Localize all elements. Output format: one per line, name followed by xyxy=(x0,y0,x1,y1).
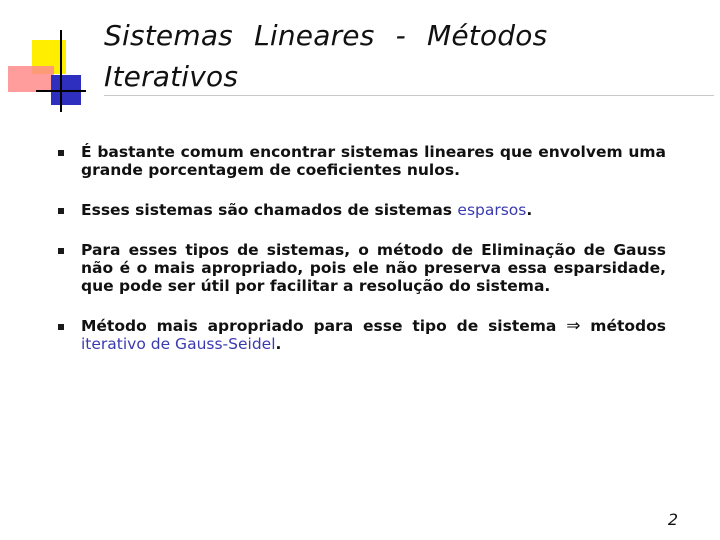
slide-title xyxy=(104,15,624,97)
bullet-item xyxy=(52,317,666,353)
slide-title-line-2: Iterativos xyxy=(104,60,239,93)
bullet-list xyxy=(52,143,666,353)
logo-horizontal-line xyxy=(36,90,86,92)
highlight-term-esparsos: esparsos xyxy=(457,201,527,219)
highlight-term-gauss-seidel: iterativo de Gauss-Seidel xyxy=(81,335,276,353)
square-bullet-icon xyxy=(58,150,64,156)
square-bullet-icon xyxy=(58,208,64,214)
slide-title-line-1: Sistemas Lineares - Métodos xyxy=(104,19,548,52)
bullet-text-before: Método mais apropriado para esse tipo de sistema xyxy=(81,317,567,335)
bullet-text: Para esses tipos de sistemas, o método de Eliminação de Gauss não é o mais apropriado, pois ele não preserva essa esparsidade, que pode ser útil por facilitar a resolução do sistema. xyxy=(81,241,666,295)
square-bullet-icon xyxy=(58,248,64,254)
title-divider xyxy=(104,95,714,96)
bullet-text xyxy=(81,201,666,219)
bullet-text-before: Esses sistemas são chamados de sistemas xyxy=(81,201,458,219)
implies-arrow-icon: ⇒ xyxy=(566,316,581,336)
bullet-text: É bastante comum encontrar sistemas lineares que envolvem uma grande porcentagem de coeficientes nulos. xyxy=(81,143,666,179)
logo-pink-square xyxy=(8,66,54,92)
bullet-item xyxy=(52,241,666,295)
bullet-text-middle: métodos xyxy=(580,317,666,335)
square-bullet-icon xyxy=(58,324,64,330)
page-number: 2 xyxy=(667,510,678,529)
bullet-text-after: . xyxy=(526,201,533,219)
logo-vertical-line xyxy=(60,30,62,112)
bullet-text-after: . xyxy=(275,335,282,353)
bullet-item xyxy=(52,143,666,179)
bullet-text xyxy=(81,317,666,353)
bullet-item xyxy=(52,201,666,219)
